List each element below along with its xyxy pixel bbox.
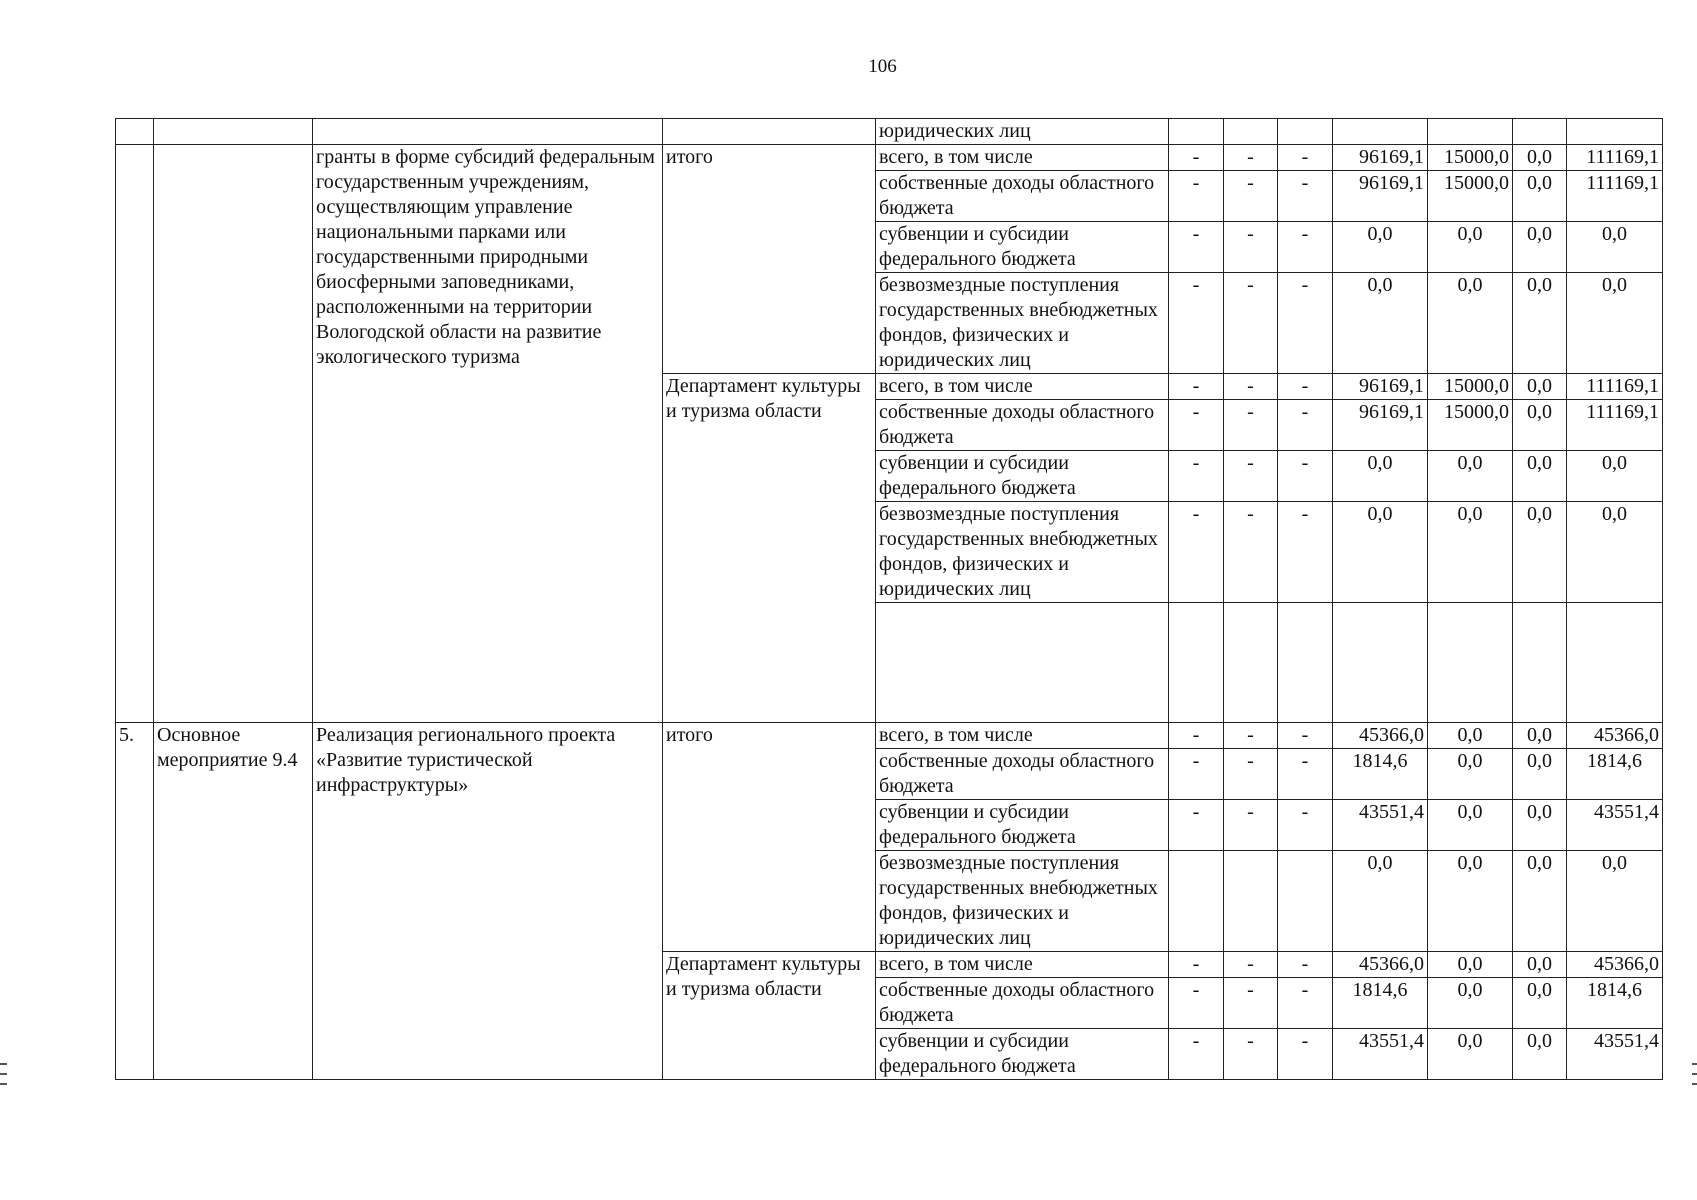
value-cell: - xyxy=(1224,800,1278,851)
total-cell: 0,0 xyxy=(1567,502,1663,603)
source-cell: собственные доходы областного бюджета xyxy=(876,978,1169,1029)
source-cell: всего, в том числе xyxy=(876,952,1169,978)
value-cell: 45366,0 xyxy=(1333,723,1428,749)
budget-table xyxy=(115,118,1663,1080)
value-cell: - xyxy=(1169,723,1224,749)
value-cell: - xyxy=(1224,273,1278,374)
value-cell: - xyxy=(1169,273,1224,374)
source-cell: собственные доходы областного бюджета xyxy=(876,400,1169,451)
value-cell: 0,0 xyxy=(1428,1029,1513,1080)
value-cell: - xyxy=(1224,171,1278,222)
value-cell: - xyxy=(1224,723,1278,749)
value-cell: - xyxy=(1278,723,1333,749)
description-cell xyxy=(313,119,663,145)
value-cell: 0,0 xyxy=(1333,222,1428,273)
value-cell: - xyxy=(1169,800,1224,851)
source-cell: юридических лиц xyxy=(876,119,1169,145)
value-cell: 0,0 xyxy=(1428,851,1513,952)
value-cell: - xyxy=(1169,374,1224,400)
value-cell: 43551,4 xyxy=(1333,800,1428,851)
value-cell xyxy=(1169,851,1224,952)
value-cell: - xyxy=(1278,451,1333,502)
total-cell: 45366,0 xyxy=(1567,723,1663,749)
source-cell: субвенции и субсидии федерального бюджета xyxy=(876,1029,1169,1080)
total-cell: 1814,6 xyxy=(1567,749,1663,800)
source-cell: субвенции и субсидии федерального бюджета xyxy=(876,800,1169,851)
value-cell: 0,0 xyxy=(1428,273,1513,374)
value-cell: - xyxy=(1169,171,1224,222)
total-cell: 111169,1 xyxy=(1567,374,1663,400)
total-cell: 0,0 xyxy=(1567,222,1663,273)
value-cell: - xyxy=(1224,749,1278,800)
value-cell: - xyxy=(1224,145,1278,171)
executor-cell: итого xyxy=(663,723,876,952)
value-cell: 0,0 xyxy=(1428,451,1513,502)
value-cell: 0,0 xyxy=(1513,451,1567,502)
source-cell: всего, в том числе xyxy=(876,374,1169,400)
executor-cell: итого xyxy=(663,145,876,374)
value-cell: 0,0 xyxy=(1428,222,1513,273)
source-cell: безвозмездные поступления государственных внебюджетных фондов, физических и юридических лиц xyxy=(876,273,1169,374)
value-cell: 0,0 xyxy=(1513,502,1567,603)
value-cell: 0,0 xyxy=(1513,800,1567,851)
source-cell: безвозмездные поступления государственных внебюджетных фондов, физических и юридических лиц xyxy=(876,502,1169,603)
value-cell: - xyxy=(1278,171,1333,222)
value-cell: 1814,6 xyxy=(1333,978,1428,1029)
total-cell: 0,0 xyxy=(1567,851,1663,952)
value-cell: - xyxy=(1169,145,1224,171)
value-cell: 96169,1 xyxy=(1333,171,1428,222)
value-cell: - xyxy=(1224,502,1278,603)
value-cell: - xyxy=(1169,222,1224,273)
executor-cell: Департамент культуры и туризма области xyxy=(663,374,876,723)
value-cell: 0,0 xyxy=(1513,952,1567,978)
value-cell: 0,0 xyxy=(1333,273,1428,374)
number-cell: 5. xyxy=(116,723,154,1080)
value-cell: 0,0 xyxy=(1513,374,1567,400)
value-cell: 0,0 xyxy=(1513,851,1567,952)
value-cell: 0,0 xyxy=(1513,1029,1567,1080)
value-cell: 0,0 xyxy=(1428,749,1513,800)
description-cell: Реализация регионального проекта «Развитие туристической инфраструктуры» xyxy=(313,723,663,1080)
value-cell: 0,0 xyxy=(1513,171,1567,222)
total-cell: 111169,1 xyxy=(1567,171,1663,222)
value-cell: - xyxy=(1278,502,1333,603)
value-cell: 0,0 xyxy=(1428,723,1513,749)
source-cell: субвенции и субсидии федерального бюджета xyxy=(876,451,1169,502)
total-cell: 111169,1 xyxy=(1567,145,1663,171)
number-cell xyxy=(116,145,154,723)
executor-cell: Департамент культуры и туризма области xyxy=(663,952,876,1080)
value-cell: - xyxy=(1278,222,1333,273)
value-cell: 0,0 xyxy=(1428,800,1513,851)
value-cell: - xyxy=(1224,222,1278,273)
source-cell: всего, в том числе xyxy=(876,145,1169,171)
value-cell: - xyxy=(1278,800,1333,851)
value-cell: - xyxy=(1169,502,1224,603)
value-cell: 15000,0 xyxy=(1428,374,1513,400)
total-cell: 43551,4 xyxy=(1567,800,1663,851)
table-row xyxy=(116,119,1663,145)
value-cell: 0,0 xyxy=(1428,978,1513,1029)
source-cell: собственные доходы областного бюджета xyxy=(876,749,1169,800)
value-cell xyxy=(1224,851,1278,952)
value-cell: 0,0 xyxy=(1513,978,1567,1029)
value-cell: - xyxy=(1278,145,1333,171)
value-cell: 0,0 xyxy=(1513,222,1567,273)
value-cell: 0,0 xyxy=(1513,723,1567,749)
value-cell: - xyxy=(1278,374,1333,400)
value-cell: - xyxy=(1169,1029,1224,1080)
measure-name-cell xyxy=(154,119,313,145)
number-cell xyxy=(116,119,154,145)
value-cell: 0,0 xyxy=(1333,451,1428,502)
value-cell: - xyxy=(1224,451,1278,502)
total-cell: 0,0 xyxy=(1567,451,1663,502)
value-cell: - xyxy=(1169,978,1224,1029)
value-cell: 0,0 xyxy=(1513,273,1567,374)
value-cell: 96169,1 xyxy=(1333,400,1428,451)
value-cell: 0,0 xyxy=(1513,145,1567,171)
value-cell: 15000,0 xyxy=(1428,171,1513,222)
executor-cell xyxy=(663,119,876,145)
value-cell: 43551,4 xyxy=(1333,1029,1428,1080)
value-cell: - xyxy=(1278,749,1333,800)
value-cell: - xyxy=(1278,1029,1333,1080)
value-cell: - xyxy=(1224,978,1278,1029)
value-cell: - xyxy=(1169,451,1224,502)
value-cell: - xyxy=(1169,749,1224,800)
measure-name-cell: Основное мероприятие 9.4 xyxy=(154,723,313,1080)
source-cell: всего, в том числе xyxy=(876,723,1169,749)
value-cell: 0,0 xyxy=(1428,952,1513,978)
value-cell: 0,0 xyxy=(1333,502,1428,603)
value-cell: - xyxy=(1224,1029,1278,1080)
value-cell: 1814,6 xyxy=(1333,749,1428,800)
value-cell: 45366,0 xyxy=(1333,952,1428,978)
value-cell: - xyxy=(1169,952,1224,978)
value-cell: 15000,0 xyxy=(1428,400,1513,451)
value-cell: 0,0 xyxy=(1333,851,1428,952)
value-cell: 0,0 xyxy=(1428,502,1513,603)
value-cell xyxy=(1278,851,1333,952)
scan-edge-marks xyxy=(0,1063,7,1093)
value-cell: - xyxy=(1224,400,1278,451)
value-cell: 15000,0 xyxy=(1428,145,1513,171)
total-cell: 111169,1 xyxy=(1567,400,1663,451)
table-row xyxy=(116,145,1663,171)
total-cell: 45366,0 xyxy=(1567,952,1663,978)
measure-name-cell xyxy=(154,145,313,723)
value-cell: - xyxy=(1278,400,1333,451)
total-cell: 43551,4 xyxy=(1567,1029,1663,1080)
scan-edge-marks xyxy=(1692,1063,1697,1093)
total-cell: 1814,6 xyxy=(1567,978,1663,1029)
source-cell: безвозмездные поступления государственных внебюджетных фондов, физических и юридических лиц xyxy=(876,851,1169,952)
value-cell: 96169,1 xyxy=(1333,145,1428,171)
source-cell: собственные доходы областного бюджета xyxy=(876,171,1169,222)
value-cell: - xyxy=(1278,952,1333,978)
value-cell: - xyxy=(1224,374,1278,400)
table-row xyxy=(116,723,1663,749)
value-cell: - xyxy=(1278,978,1333,1029)
total-cell: 0,0 xyxy=(1567,273,1663,374)
value-cell: - xyxy=(1224,952,1278,978)
value-cell: - xyxy=(1169,400,1224,451)
value-cell: 0,0 xyxy=(1513,749,1567,800)
source-cell: субвенции и субсидии федерального бюджета xyxy=(876,222,1169,273)
page-number: 106 xyxy=(868,56,897,77)
grant-name-cell: гранты в форме субсидий федеральным государственным учреждениям, осуществляющим управление национальными парками или государственными природными биосферными заповедниками, расположенными на территории Вологодской области на развитие экологического туризма xyxy=(313,145,663,723)
value-cell: 0,0 xyxy=(1513,400,1567,451)
value-cell: - xyxy=(1278,273,1333,374)
value-cell: 96169,1 xyxy=(1333,374,1428,400)
